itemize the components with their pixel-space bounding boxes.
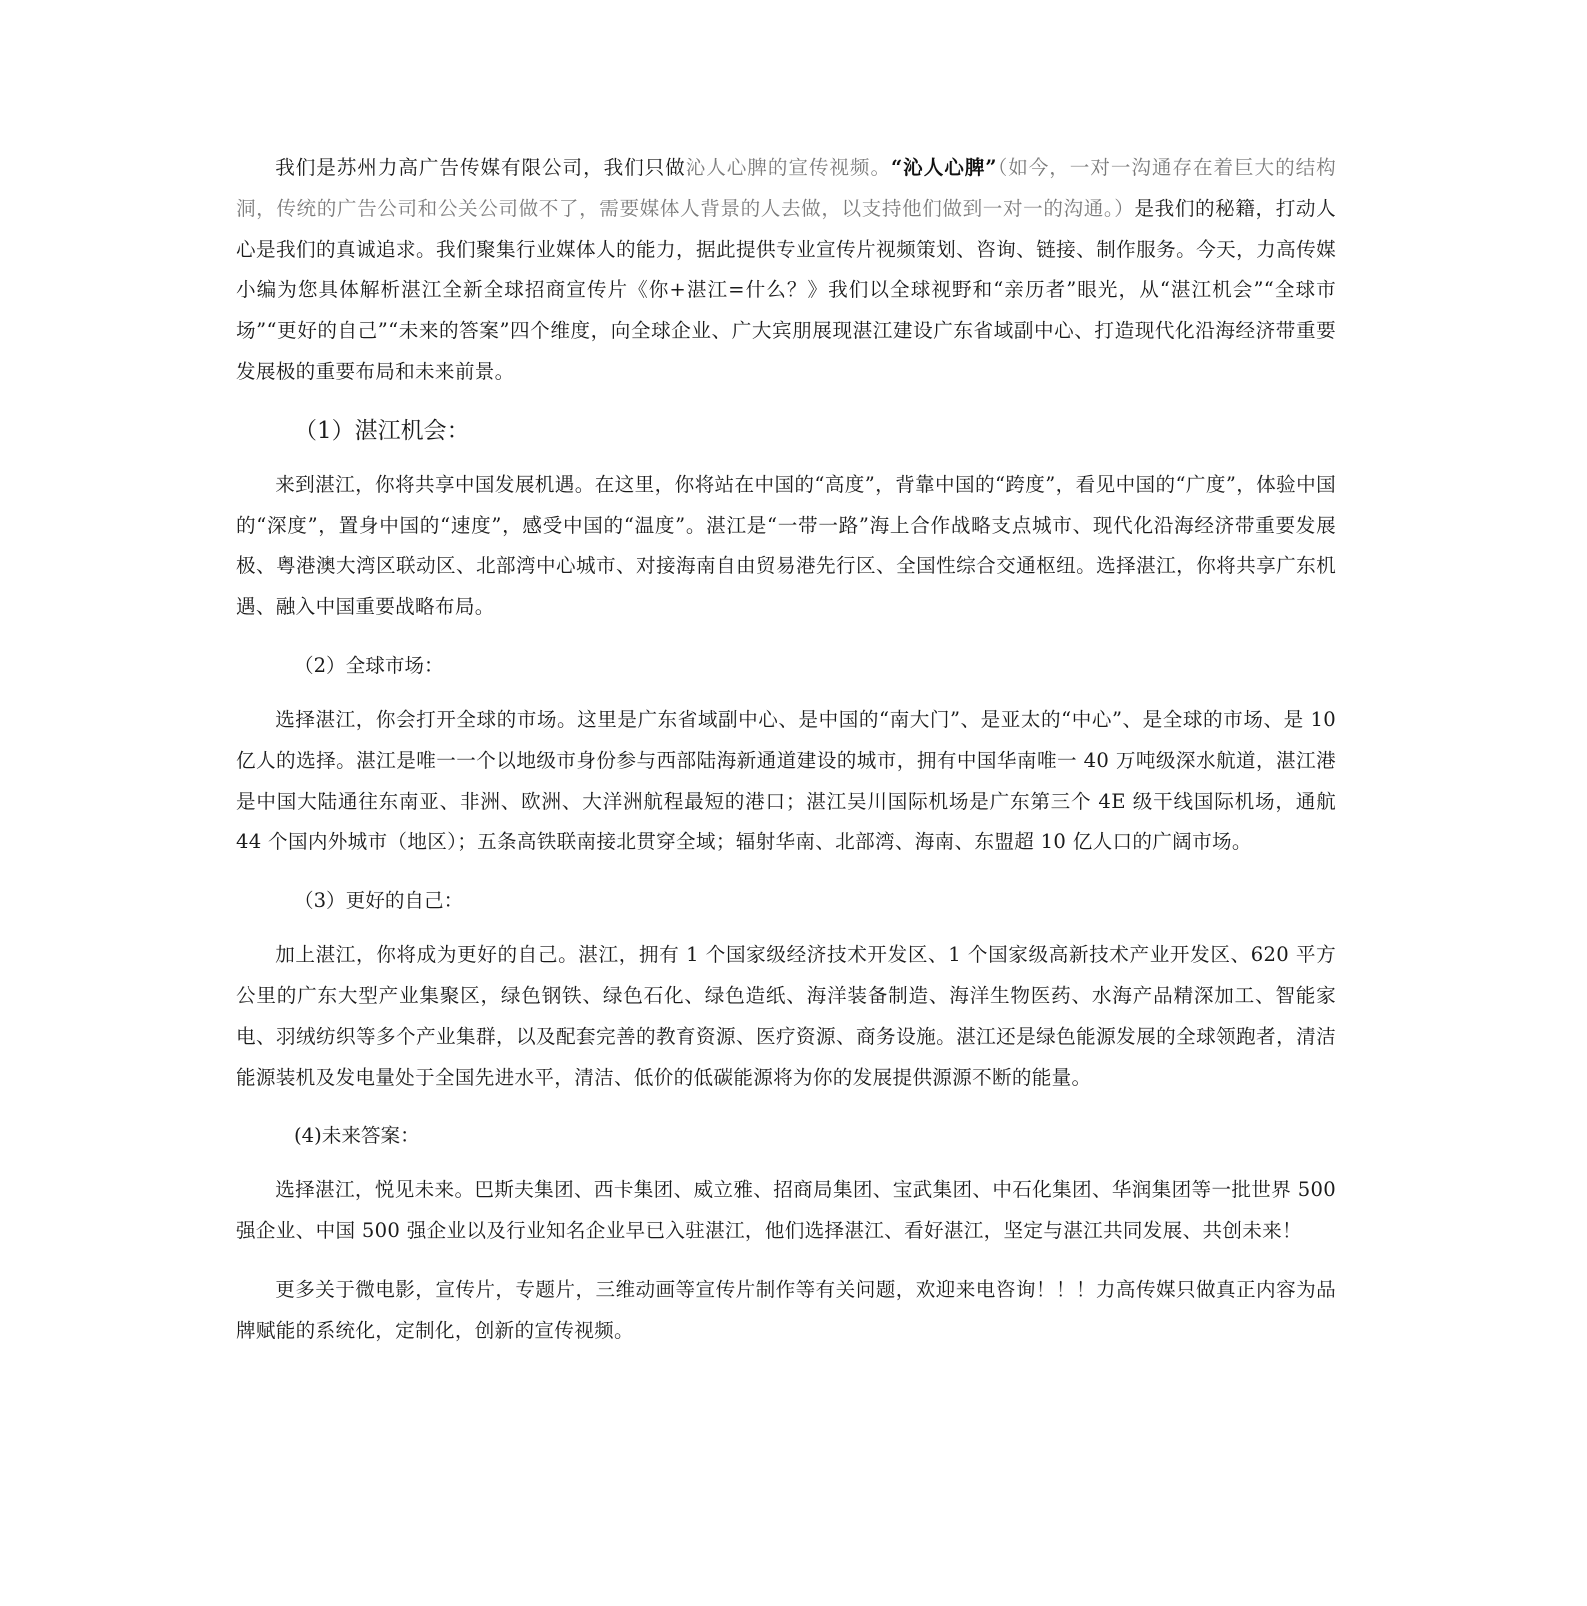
document-page	[236, 148, 1336, 1352]
section-body-global-market: 选择湛江，你会打开全球的市场。这里是广东省域副中心、是中国的“南大门”、是亚太的“中心”、是全球的市场、是 10 亿人的选择。湛江是唯一一个以地级市身份参与西部陆海新通道建设的城市，拥有中国华南唯一 40 万吨级深水航道，湛江港是中国大陆通往东南亚、非洲、欧洲、大洋洲航程最短的港口；湛江吴川国际机场是广东第三个 4E 级干线国际机场，通航 44 个国内外城市（地区）；五条高铁联南接北贯穿全域；辐射华南、北部湾、海南、东盟超 10 亿人口的广阔市场。	[236, 707, 1336, 854]
section-body-better-self: 加上湛江，你将成为更好的自己。湛江，拥有 1 个国家级经济技术开发区、1 个国家级高新技术产业开发区、620 平方公里的广东大型产业集聚区，绿色钢铁、绿色石化、绿色造纸、海洋装备制造、海洋生物医药、水海产品精深加工、智能家电、羽绒纺织等多个产业集群，以及配套完善的教育资源、医疗资源、商务设施。湛江还是绿色能源发展的全球领跑者，清洁能源装机及发电量处于全国先进水平，清洁、低价的低碳能源将为你的发展提供源源不断的能量。	[236, 943, 1336, 1089]
section-heading-opportunity: （1）湛江机会：	[294, 417, 470, 444]
closing-paragraph: 更多关于微电影，宣传片，专题片，三维动画等宣传片制作等有关问题，欢迎来电咨询！！！力高传媒只做真正内容为品牌赋能的系统化，定制化，创新的宣传视频。	[236, 1277, 1336, 1342]
section-body-future-answer: 选择湛江，悦见未来。巴斯夫集团、西卡集团、威立雅、招商局集团、宝武集团、中石化集团、华润集团等一批世界 500 强企业、中国 500 强企业以及行业知名企业早已入驻湛江，他们选择湛江、看好湛江，坚定与湛江共同发展、共创未来！	[236, 1178, 1336, 1243]
section-heading-global-market: （2）全球市场：	[294, 653, 444, 677]
section-body-opportunity: 来到湛江，你将共享中国发展机遇。在这里，你将站在中国的“高度”，背靠中国的“跨度”，看见中国的“广度”，体验中国的“深度”，置身中国的“速度”，感受中国的“温度”。湛江是“一带一路”海上合作战略支点城市、现代化沿海经济带重要发展极、粤港澳大湾区联动区、北部湾中心城市、对接海南自由贸易港先行区、全国性综合交通枢纽。选择湛江，你将共享广东机遇、融入中国重要战略布局。	[236, 472, 1336, 619]
intro-text-2: 是我们的秘籍，打动人心是我们的真诚追求。我们聚集行业媒体人的能力，据此提供专业宣传片视频策划、咨询、链接、制作服务。今天，力高传媒小编为您具体解析湛江全新全球招商宣传片《你+湛江=什么？》我们以全球视野和“亲历者”眼光，从“湛江机会”“全球市场”“更好的自己”“未来的答案”四个维度，向全球企业、广大宾朋展现湛江建设广东省域副中心、打造现代化沿海经济带重要发展极的重要布局和未来前景。	[236, 196, 1336, 383]
intro-paragraph	[236, 148, 1336, 393]
intro-text-muted-2: （如今，一对一沟通存在着巨大的结构洞，传统的广告公司和公关公司做不了，需要媒体人背景的人去做，以支持他们做到一对一的沟通。）	[236, 156, 1337, 220]
section-heading-future-answer: (4)未来答案：	[294, 1124, 420, 1148]
intro-text-1: 我们是苏州力高广告传媒有限公司，我们只做	[275, 156, 686, 179]
intro-text-muted-1: 沁人心脾的宣传视频。	[685, 156, 891, 179]
section-heading-better-self: （3）更好的自己：	[294, 889, 464, 913]
intro-text-emphasis: “沁人心脾”	[890, 156, 997, 179]
